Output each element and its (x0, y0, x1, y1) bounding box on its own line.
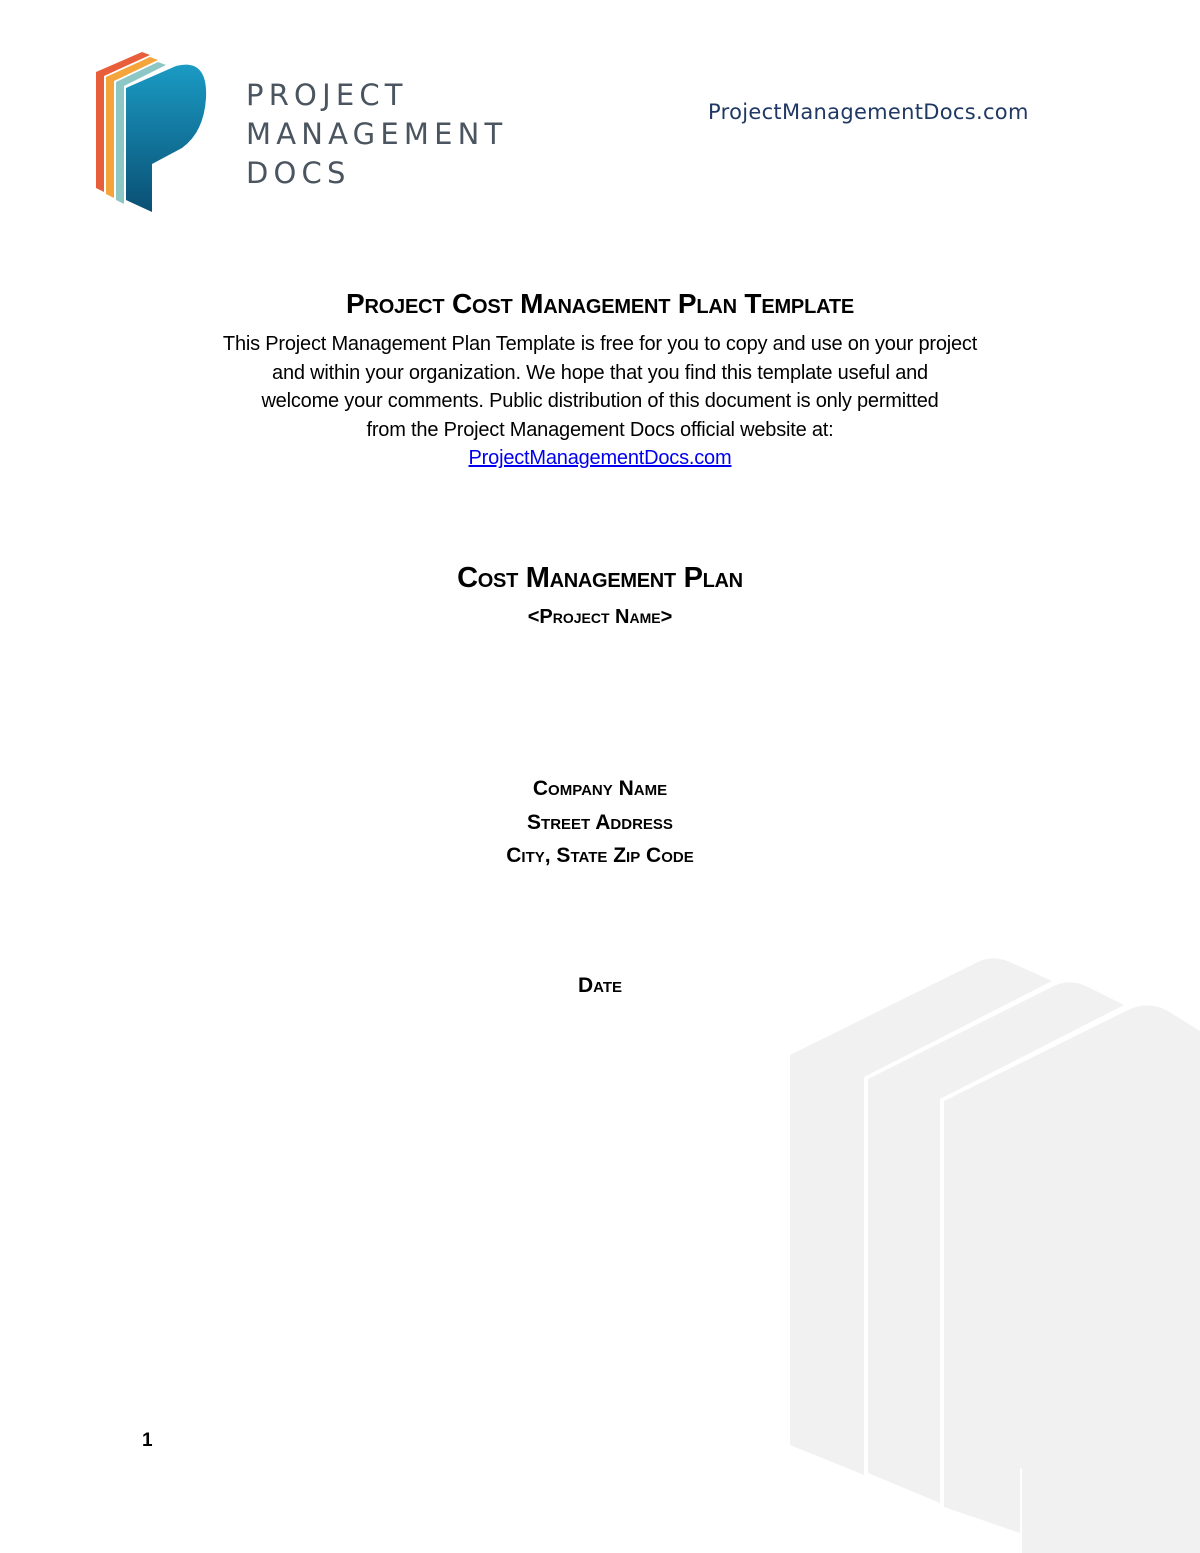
document-title: Project Cost Management Plan Template (345, 288, 855, 319)
logo-wordmark (246, 76, 507, 193)
company-name: Company Name (532, 777, 668, 800)
logo-watermark-icon (790, 955, 1200, 1553)
date-label: Date (577, 974, 623, 997)
street-address: Street Address (527, 810, 673, 834)
intro-line: This Project Management Plan Template is free for you to copy and use on your project (222, 333, 978, 355)
intro-line: welcome your comments. Public distribution of this document is only permitted (261, 390, 939, 413)
website-link[interactable]: ProjectManagementDocs.com (468, 447, 732, 470)
intro-line: from the Project Management Docs official website at: (366, 418, 834, 441)
logo-wordmark-line: PROJECT (246, 78, 408, 112)
company-address-block (150, 772, 1050, 873)
logo-wordmark-line: MANAGEMENT (246, 117, 508, 151)
intro-paragraph (150, 330, 1050, 473)
header-website-text: ProjectManagementDocs.com (708, 100, 1029, 124)
page-number: 1 (142, 1430, 153, 1451)
intro-line: and within your organization. We hope that you find this template useful and (272, 361, 928, 384)
plan-title: Cost Management Plan (457, 562, 743, 594)
project-management-docs-logo-icon (92, 50, 210, 215)
city-state-zip: City, State Zip Code (506, 844, 694, 867)
logo-wordmark-line: DOCS (246, 156, 351, 190)
project-name-placeholder: <Project Name> (527, 606, 673, 628)
intro-link-line (150, 444, 1050, 473)
